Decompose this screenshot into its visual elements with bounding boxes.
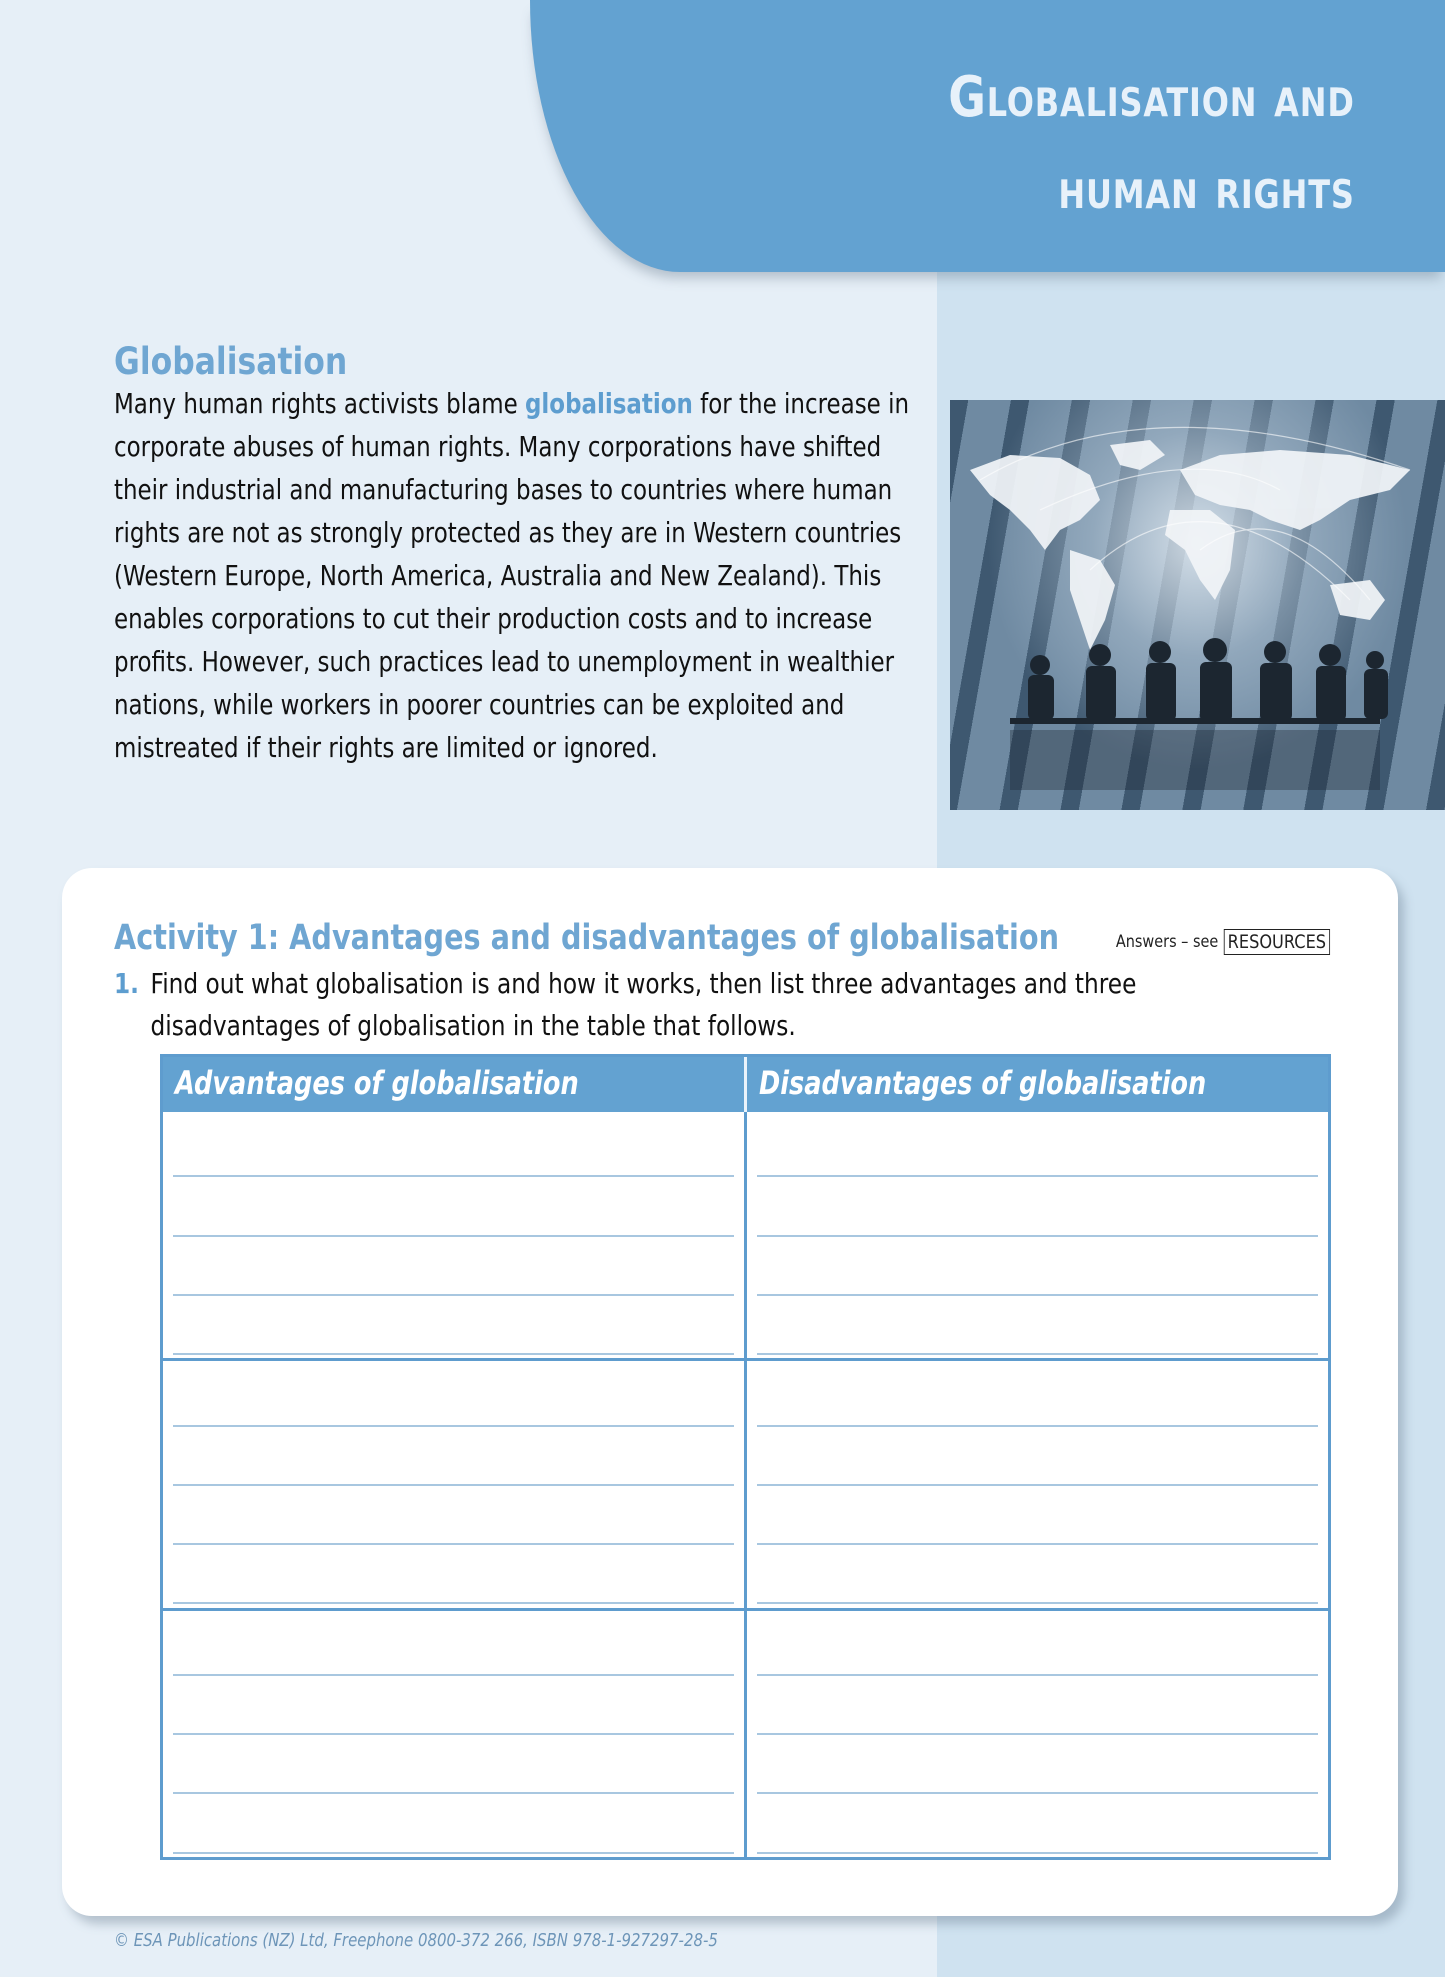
body-text-start: Many human rights activists blame [114, 387, 525, 420]
writing-line [757, 1543, 1318, 1545]
column-header-disadvantages [744, 1057, 1328, 1112]
writing-line [757, 1353, 1318, 1355]
advantage-cell-2[interactable] [163, 1361, 744, 1607]
question-text: Find out what globalisation is and how it works, then list three advantages and three disadvantages of globalisation in the table that follows. [150, 967, 1137, 1042]
writing-line [173, 1235, 734, 1237]
page-header-banner [530, 0, 1445, 272]
writing-line [173, 1852, 734, 1854]
keyword-globalisation: globalisation [524, 387, 693, 420]
writing-line [173, 1425, 734, 1427]
table-row [163, 1608, 1328, 1857]
advantages-disadvantages-table [160, 1054, 1331, 1860]
writing-line [173, 1484, 734, 1486]
advantage-cell-1[interactable] [163, 1112, 744, 1358]
writing-line [173, 1792, 734, 1794]
table-row [163, 1358, 1328, 1607]
body-text-rest: for the increase in corporate abuses of human rights. Many corporations have shifted their industrial and manufacturing bases to countries where human rights are not as strongly protected as they are in Western countries (Western Europe, North America, Australia and New Zealand). This enables corporations to cut their production costs and to increase profits. However, such practices lead to unemployment in wealthier nations, while workers in poorer countries can be exploited and mistreated if their rights are limited or ignored. [114, 387, 910, 764]
world-map-meeting-image [950, 400, 1445, 810]
writing-line [173, 1674, 734, 1676]
writing-line [173, 1294, 734, 1296]
writing-line [757, 1733, 1318, 1735]
world-map-meeting-photo [950, 400, 1445, 810]
question-1 [114, 963, 1160, 1047]
writing-line [757, 1674, 1318, 1676]
writing-line [757, 1602, 1318, 1604]
resources-link[interactable]: RESOURCES [1223, 929, 1330, 955]
writing-line [173, 1602, 734, 1604]
page-title-line-2: human rights [1058, 157, 1355, 222]
writing-line [757, 1175, 1318, 1177]
disadvantage-cell-2[interactable] [744, 1361, 1328, 1607]
page-title [949, 52, 1355, 236]
writing-line [757, 1792, 1318, 1794]
column-header-advantages-label: Advantages of globalisation [175, 1064, 579, 1102]
answers-reference [1116, 929, 1330, 955]
writing-line [757, 1235, 1318, 1237]
disadvantage-cell-1[interactable] [744, 1112, 1328, 1358]
table-header [163, 1057, 1328, 1112]
activity-title: Activity 1: Advantages and disadvantages of globalisation [114, 918, 1060, 958]
question-number: 1. [114, 967, 140, 1000]
writing-line [757, 1852, 1318, 1854]
table-row [163, 1112, 1328, 1358]
section-body [114, 382, 918, 769]
globalisation-section [114, 340, 914, 769]
writing-line [757, 1425, 1318, 1427]
writing-line [173, 1543, 734, 1545]
page-title-line-1: Globalisation and [948, 65, 1355, 130]
writing-line [173, 1733, 734, 1735]
copyright-footer: © ESA Publications (NZ) Ltd, Freephone 0800-372 266, ISBN 978-1-927297-28-5 [114, 1930, 718, 1951]
advantage-cell-3[interactable] [163, 1611, 744, 1857]
section-heading: Globalisation [114, 340, 348, 383]
writing-line [757, 1294, 1318, 1296]
table-body [163, 1112, 1328, 1857]
writing-line [173, 1353, 734, 1355]
writing-line [757, 1484, 1318, 1486]
answers-label: Answers – see [1115, 932, 1219, 952]
column-header-advantages [163, 1057, 744, 1112]
disadvantage-cell-3[interactable] [744, 1611, 1328, 1857]
column-header-disadvantages-label: Disadvantages of globalisation [759, 1064, 1207, 1102]
writing-line [173, 1175, 734, 1177]
